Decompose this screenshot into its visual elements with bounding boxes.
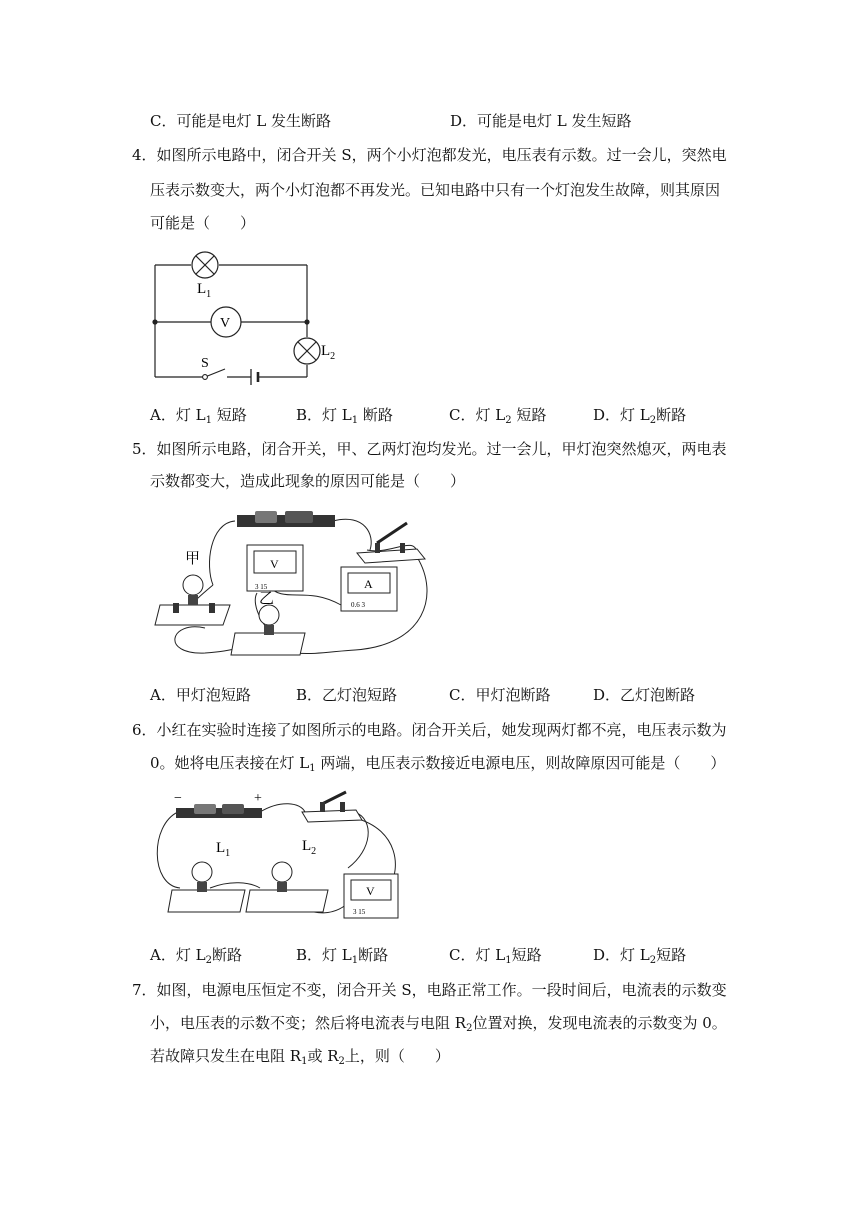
q4-stem-line2: 压表示数变大，两个小灯泡都不再发光。已知电路中只有一个灯泡发生故障，则其原因 — [150, 181, 721, 199]
q5-stem-line2: 示数都变大，造成此现象的原因可能是（ ） — [150, 472, 466, 490]
q4-option-b: B．灯 $L_1$ 断路 — [296, 406, 393, 426]
q4-option-a: A．灯 $L_1$ 短路 — [150, 406, 247, 426]
q5-option-b: B．乙灯泡短路 — [296, 686, 398, 704]
q6-option-d: D．灯 $L_2$短路 — [593, 946, 687, 966]
q7-stem-line2: 小，电压表的示数不变；然后将电流表与电阻 $R_2$位置对换，发现电流表的示数变为 0。 — [150, 1014, 727, 1034]
q7-stem-line3: 若故障只发生在电阻 $R_1$或 $R_2$上，则（ ） — [150, 1047, 450, 1067]
lamp-l1-label: $L_1$ — [197, 281, 212, 300]
q5-stem-line1: 5．如图所示电路，闭合开关，甲、乙两灯泡均发光。过一会儿，甲灯泡突然熄灭，两电表 — [132, 440, 727, 458]
q5-physical-circuit — [155, 505, 445, 665]
lamp-l1-symbol — [192, 252, 218, 278]
q4-stem-line3: 可能是（ ） — [150, 214, 256, 232]
q7-stem-line1: 7．如图，电源电压恒定不变，闭合开关 S，电路正常工作。一段时间后，电流表的示数变 — [132, 981, 727, 999]
battery-minus-label: − — [174, 791, 182, 806]
lamp-l2-symbol — [294, 338, 320, 364]
q6-voltmeter-label: V — [366, 884, 375, 898]
q6-option-c: C．灯 $L_1$短路 — [449, 946, 542, 966]
lamp-l2-label: $L_2$ — [321, 343, 336, 362]
svg-text:3 15: 3 15 — [255, 583, 268, 591]
q6-option-b: B．灯 $L_1$断路 — [296, 946, 389, 966]
q4-option-c: C．灯 $L_2$ 短路 — [449, 406, 547, 426]
q5-voltmeter-label: V — [270, 557, 279, 571]
q3-option-d: D．可能是电灯 L 发生短路 — [450, 112, 632, 130]
q5-option-d: D．乙灯泡断路 — [593, 686, 696, 704]
switch-label: S — [201, 356, 209, 371]
q6-lamp-l2-label: $L_2$ — [302, 838, 317, 857]
svg-text:0.6 3: 0.6 3 — [351, 601, 365, 609]
q4-stem-line1: 4．如图所示电路中，闭合开关 S，两个小灯泡都发光，电压表有示数。过一会儿，突然电 — [132, 146, 727, 164]
q3-option-c: C．可能是电灯 L 发生断路 — [150, 112, 331, 130]
q6-physical-circuit — [150, 790, 410, 928]
q6-lamp-l1-label: $L_1$ — [216, 840, 231, 859]
q4-circuit-diagram — [145, 245, 336, 385]
lamp-jia-label: 甲 — [185, 551, 201, 567]
q6-stem-line2: 0。她将电压表接在灯 $L_1$ 两端，电压表示数接近电源电压，则故障原因可能是（ ） — [150, 754, 726, 774]
voltmeter-label: V — [220, 316, 231, 331]
svg-text:3 15: 3 15 — [353, 908, 366, 916]
q5-option-c: C．甲灯泡断路 — [449, 686, 551, 704]
battery-plus-label: + — [254, 791, 262, 806]
q5-option-a: A．甲灯泡短路 — [150, 686, 251, 704]
q6-option-a: A．灯 $L_2$断路 — [150, 946, 242, 966]
q4-option-d: D．灯 $L_2$断路 — [593, 406, 687, 426]
lamp-yi-label: 乙 — [259, 591, 275, 607]
q6-stem-line1: 6．小红在实验时连接了如图所示的电路。闭合开关后，她发现两灯都不亮，电压表示数为 — [132, 721, 727, 739]
q5-ammeter-label: A — [364, 577, 373, 591]
